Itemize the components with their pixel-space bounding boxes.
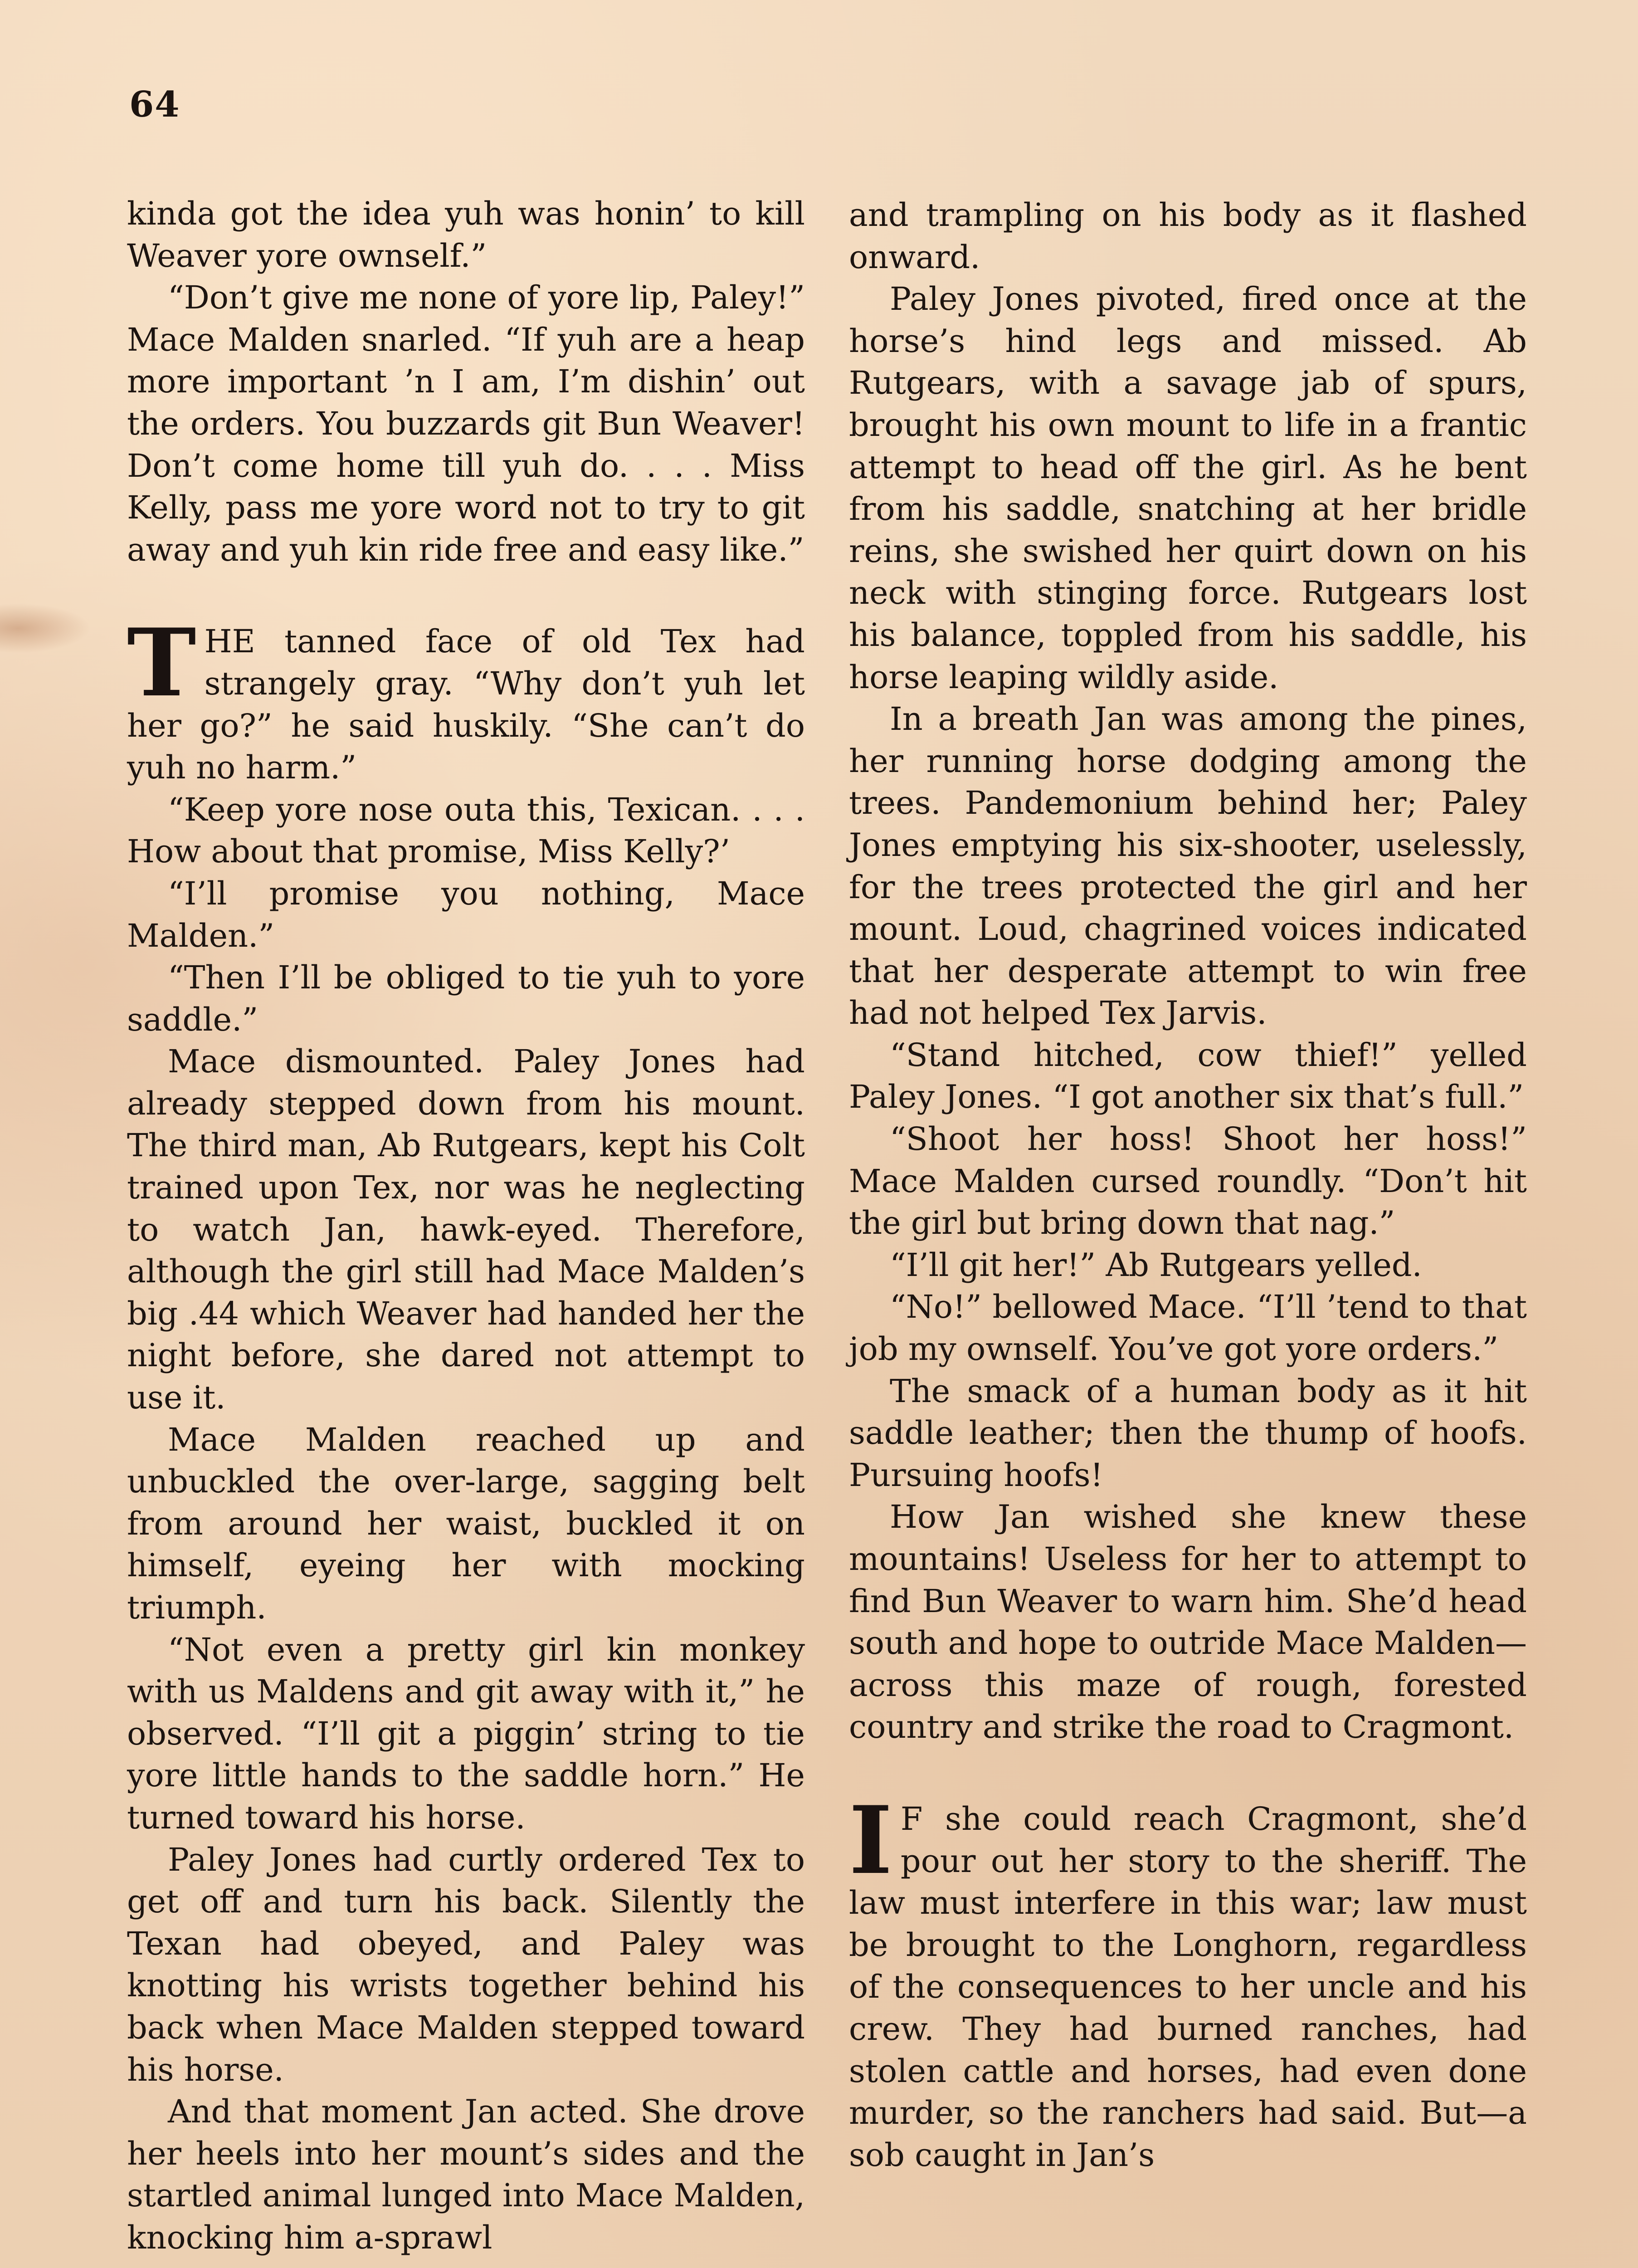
paragraph: “Don’t give me none of yore lip, Paley!” Mace Malden snarled. “If yuh are a heap more important ’n I am, I’m dishin’ out the orders. You buzzards git Bun Weaver! Don’t come home till yuh do. . . . Miss Kelly, pass me yore word not to try to git away and yuh kin ride free and easy like.” (127, 279, 805, 568)
drop-cap-paragraph (849, 1786, 1527, 2176)
paragraph: kinda got the idea yuh was honin’ to kill Weaver yore ownself.” (127, 195, 805, 274)
drop-cap: I (849, 1786, 892, 1895)
paragraph: and trampling on his body as it flashed onward. (849, 196, 1527, 276)
paragraph: “Then I’ll be obliged to tie yuh to yore saddle.” (127, 959, 805, 1038)
paragraph: “Keep yore nose outa this, Texican. . . . How about that promise, Miss Kelly?’ (127, 791, 805, 870)
paragraph: “Stand hitched, cow thief!” yelled Paley Jones. “I got another six that’s full.” (849, 1036, 1527, 1116)
drop-cap-paragraph-text: HE tanned face of old Tex had strangely gray. “Why don’t yuh let her go?” he said huskily. “She can’t do yuh no harm.” (127, 623, 805, 787)
paragraph: In a breath Jan was among the pines, her running horse dodging among the trees. Pandemonium behind her; Paley Jones emptying his six-shooter, uselessly, for the trees protected the girl and her mount. Loud, chagrined voices indicated that her desperate attempt to win free had not helped Tex Jarvis. (849, 700, 1527, 1032)
paragraph: “No!” bellowed Mace. “I’ll ’tend to that job my ownself. You’ve got yore orders.” (849, 1288, 1527, 1368)
drop-cap-paragraph-text: F she could reach Cragmont, she’d pour out her story to the sheriff. The law must interfere in this war; law must be brought to the Longhorn, regardless of the consequences to her uncle and his crew. They had burned ranches, had stolen cattle and horses, had even done murder, so the ranchers had said. But—a sob caught in Jan’s (849, 1800, 1527, 2174)
drop-cap-paragraph (127, 609, 805, 788)
page-number: 64 (129, 84, 180, 125)
paragraph: “I’ll git her!” Ab Rutgears yelled. (890, 1246, 1422, 1284)
paragraph: “Not even a pretty girl kin monkey with us Maldens and git away with it,” he observed. “I’ll git a piggin’ string to tie yore little hands to the saddle horn.” He turned toward his horse. (127, 1631, 805, 1836)
paragraph: Paley Jones pivoted, fired once at the horse’s hind legs and missed. Ab Rutgears, with a savage jab of spurs, brought his own mount to life in a frantic attempt to head off the girl. As he bent from his saddle, snatching at her bridle reins, she swished her quirt down on his neck with stinging force. Rutgears lost his balance, toppled from his saddle, his horse leaping wildly aside. (849, 280, 1527, 696)
paragraph: “Shoot her hoss! Shoot her hoss!” Mace Malden cursed roundly. “Don’t hit the girl but bring down that nag.” (849, 1120, 1527, 1242)
paragraph: Mace Malden reached up and unbuckled the over-large, sagging belt from around her waist, buckled it on himself, eyeing her with mocking triumph. (127, 1421, 805, 1626)
left-column (127, 193, 805, 2259)
section-break (849, 1748, 1527, 1798)
paragraph: How Jan wished she knew these mountains! Useless for her to attempt to find Bun Weaver to warn him. She’d head south and hope to outride Mace Malden—across this maze of rough, forested country and strike the road to Cragmont. (849, 1498, 1527, 1746)
paper-stain (0, 603, 91, 653)
paragraph: “I’ll promise you nothing, Mace Malden.” (127, 875, 805, 954)
right-column (849, 194, 1527, 2176)
section-break (127, 571, 805, 621)
paragraph: Mace dismounted. Paley Jones had already stepped down from his mount. The third man, Ab Rutgears, kept his Colt trained upon Tex, nor was he neglecting to watch Jan, hawk-eyed. Therefore, although the girl still had Mace Malden’s big .44 which Weaver had handed her the night before, she dared not attempt to use it. (127, 1043, 805, 1417)
paragraph: The smack of a human body as it hit saddle leather; then the thump of hoofs. Pursuing hoofs! (849, 1372, 1527, 1494)
paragraph: And that moment Jan acted. She drove her heels into her mount’s sides and the startled animal lunged into Mace Malden, knocking him a-sprawl (127, 2093, 805, 2256)
paragraph: Paley Jones had curtly ordered Tex to get off and turn his back. Silently the Texan had obeyed, and Paley was knotting his wrists together behind his back when Mace Malden stepped toward his horse. (127, 1841, 805, 2088)
drop-cap: T (127, 609, 196, 718)
